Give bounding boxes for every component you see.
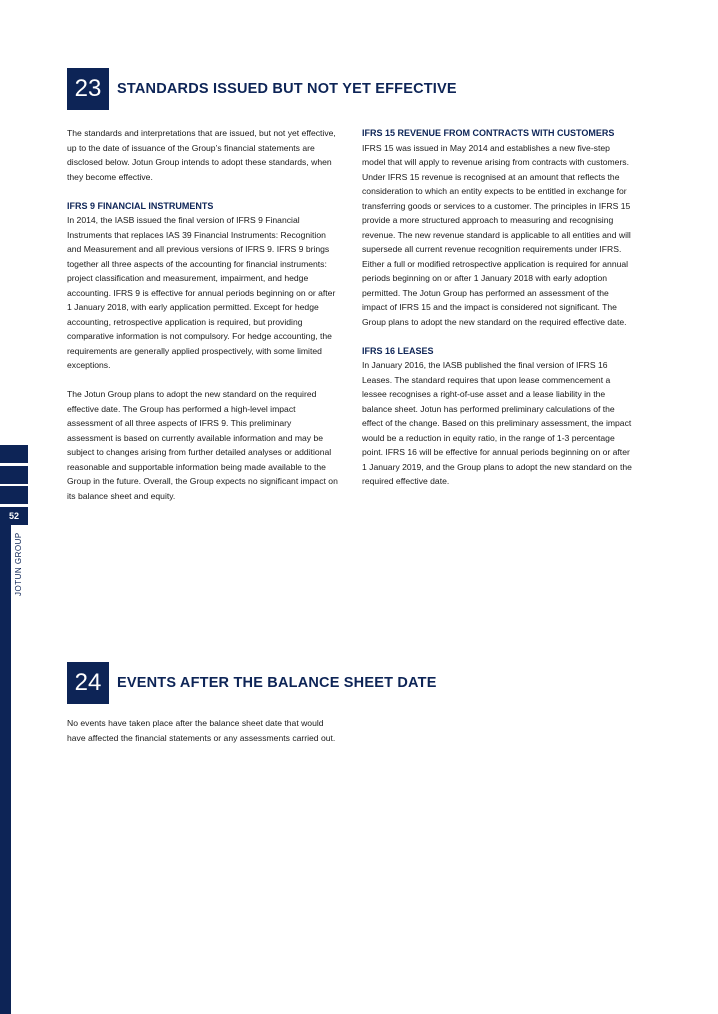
ifrs9-paragraph-1: In 2014, the IASB issued the final version of IFRS 9 Financial Instruments that replaces IAS 39 Financial Instruments: Recognition and Measurement and all previous versions of IFRS 9. IFRS 9 brings together all three aspects of the accounting for financial instruments: project classification and measurement, impairment, and hedge accounting. IFRS 9 is effective for annual periods beginning on or after 1 January 2018, with early application permitted. Except for hedge accounting, retrospective application is required, but providing comparative information is not compulsory. For hedge accounting, the requirements are generally applied prospectively, with some limited exceptions. [67,215,336,370]
side-tab-1 [0,445,28,463]
ifrs16-paragraph: In January 2016, the IASB published the final version of IFRS 16 Leases. The standard requires that upon lease commencement a lessee recognises a right-of-use asset and a lease liability in the balance sheet. Jotun has performed preliminary calculations of the effect of the change. Based on this preliminary assessment, the impact would be a reduction in equity ratio, in the range of 1-3 percentage point. IFRS 16 will be effective for annual periods beginning on or after 1 January 2019, and the Group plans to adopt the new standard on the required effective date. [362,360,632,486]
section-24-paragraph: No events have taken place after the balance sheet date that would have affected the financial statements or any assessments carried out. [67,718,336,743]
ifrs15-paragraph: IFRS 15 was issued in May 2014 and establishes a new five-step model that will apply to revenue arising from contracts with customers. Under IFRS 15 revenue is recognised at an amount that reflects the consideration to which an entity expects to be entitled in exchange for transferring goods or services to a customer. The principles in IFRS 15 provide a more structured approach to measuring and recognising revenue. The new revenue standard is applicable to all entities and will supersede all current revenue recognition requirements under IFRS. Either a full or modified retrospective application is required for annual periods beginning on or after 1 January 2018 with early adoption permitted. The Jotun Group has performed an assessment of the impact of IFRS 15 and the impact is considered not significant. The Group plans to adopt the new standard on the required effective date. [362,142,631,327]
page-number: 52 [0,507,28,525]
section-24-heading [67,662,437,704]
section-24-number: 24 [67,662,109,704]
section-23-number: 23 [67,68,109,110]
section-24-title: EVENTS AFTER THE BALANCE SHEET DATE [117,675,437,691]
side-tab-2 [0,466,28,484]
section-23-left-column [67,126,339,503]
section-24-column [67,716,339,745]
ifrs9-paragraph-2: The Jotun Group plans to adopt the new standard on the required effective date. The Group has performed a high-level impact assessment of all three aspects of IFRS 9. This preliminary assessment is based on currently available information and may be subject to changes arising from further detailed analyses or additional reasonable and supportable information being made available to the Group in the future. Overall, the Group expects no significant impact on its balance sheet and equity. [67,389,338,501]
side-tab-3 [0,486,28,504]
side-bar [0,525,11,1014]
section-23-intro: The standards and interpretations that are issued, but not yet effective, up to the date of issuance of the Group’s financial statements are disclosed below. Jotun Group intends to adopt these standards, when they become effective. [67,128,336,182]
section-23-heading [67,68,457,110]
ifrs16-heading: IFRS 16 LEASES [362,345,434,356]
section-23-right-column [362,126,634,489]
ifrs9-heading: IFRS 9 FINANCIAL INSTRUMENTS [67,200,214,211]
side-label: JOTUN GROUP [14,532,23,596]
ifrs15-heading: IFRS 15 REVENUE FROM CONTRACTS WITH CUSTOMERS [362,128,615,138]
section-23-title: STANDARDS ISSUED BUT NOT YET EFFECTIVE [117,81,457,97]
